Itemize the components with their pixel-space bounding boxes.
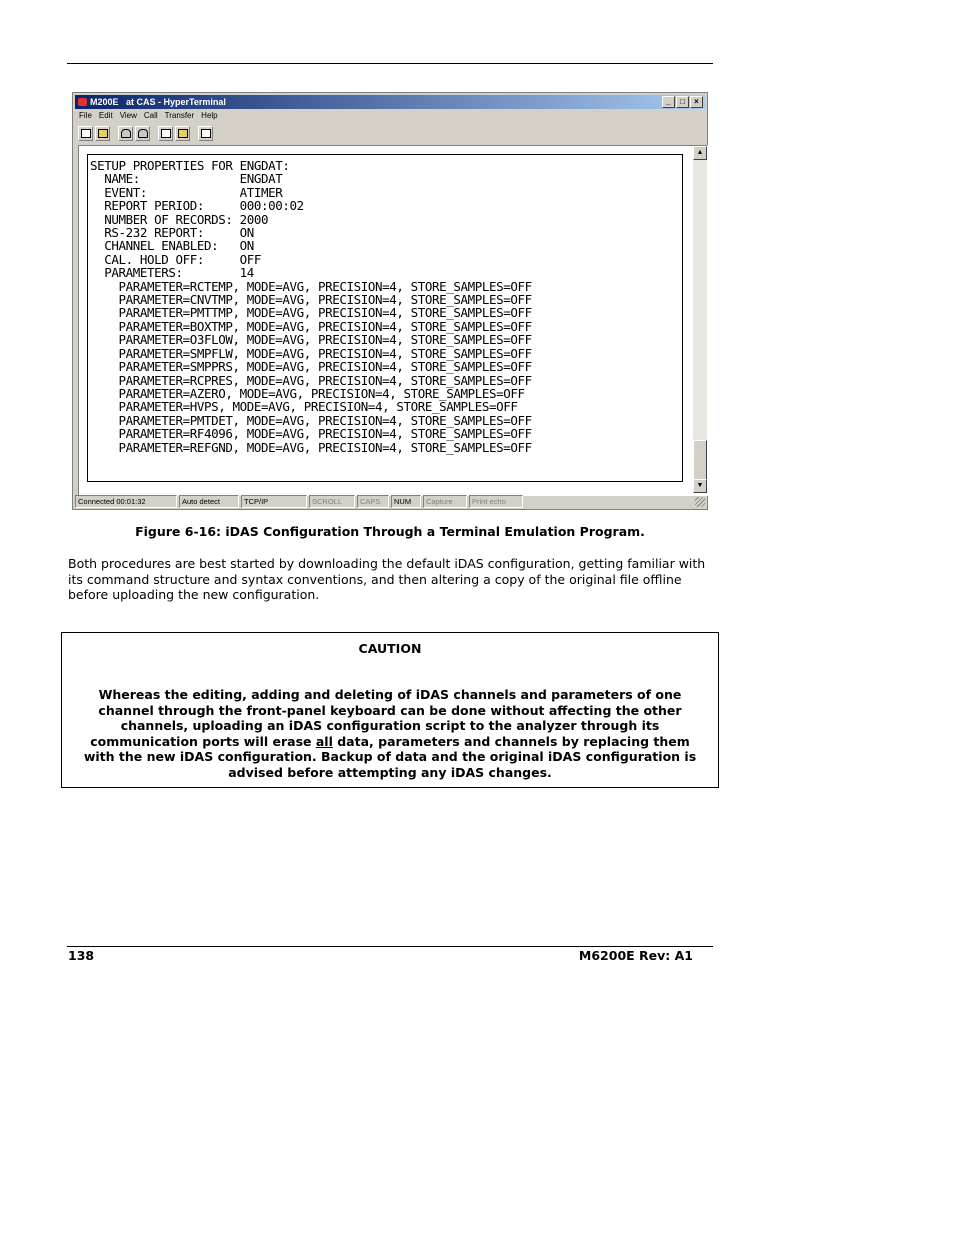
terminal-screen[interactable] <box>87 154 683 482</box>
menu-bar <box>79 110 218 122</box>
status-bar <box>75 495 705 508</box>
footer-rule <box>67 946 713 947</box>
caution-box <box>61 632 719 788</box>
figure-caption: Figure 6-16: iDAS Configuration Through a Terminal Emulation Program. <box>135 524 645 539</box>
status-detect: Auto detect <box>179 495 239 508</box>
hyperterminal-icon <box>78 98 87 106</box>
receive-icon[interactable] <box>175 126 190 141</box>
maximize-icon[interactable]: □ <box>676 96 689 108</box>
new-icon[interactable] <box>78 126 93 141</box>
open-icon[interactable] <box>95 126 110 141</box>
send-icon[interactable] <box>158 126 173 141</box>
terminal-frame <box>78 145 708 496</box>
status-print-echo: Print echo <box>469 495 523 508</box>
hyperterminal-window <box>72 92 708 510</box>
status-scroll: SCROLL <box>309 495 355 508</box>
body-paragraph: Both procedures are best started by downloading the default iDAS configuration, getting familiar with its command structure and syntax conventions, and then altering a copy of the original file offline before uploading the new configuration. <box>68 556 706 603</box>
vertical-scrollbar[interactable] <box>693 146 707 493</box>
caution-text: Whereas the editing, adding and deleting of iDAS channels and parameters of one channel through the front-panel keyboard can be done without affecting the other channels, uploading an iDAS configuration script to the analyzer through its communication ports will erase all data, parameters and channels by replacing them with the new iDAS configuration. Backup of data and the original iDAS configuration is advised before attempting any iDAS changes. <box>83 687 697 780</box>
page-number: 138 <box>68 948 95 963</box>
caution-title: CAUTION <box>358 641 422 656</box>
caution-emphasis: all <box>315 733 333 749</box>
menu-edit[interactable]: Edit <box>98 111 113 120</box>
menu-transfer[interactable]: Transfer <box>164 111 195 120</box>
status-protocol: TCP/IP <box>241 495 307 508</box>
status-caps: CAPS <box>357 495 389 508</box>
status-num: NUM <box>391 495 421 508</box>
revision-label: M6200E Rev: A1 <box>578 948 693 963</box>
menu-file[interactable]: File <box>79 111 92 120</box>
resize-grip-icon[interactable] <box>695 497 705 507</box>
window-title: M200E at CAS - HyperTerminal <box>90 97 226 107</box>
minimize-icon[interactable]: _ <box>662 96 675 108</box>
scroll-up-icon[interactable]: ▲ <box>693 146 707 160</box>
toolbar <box>78 126 213 142</box>
disconnect-icon[interactable] <box>135 126 150 141</box>
menu-view[interactable]: View <box>119 111 137 120</box>
scroll-down-icon[interactable]: ▼ <box>693 479 707 493</box>
menu-help[interactable]: Help <box>201 111 218 120</box>
properties-icon[interactable] <box>198 126 213 141</box>
status-capture: Capture <box>423 495 467 508</box>
phone-icon[interactable] <box>118 126 133 141</box>
title-bar[interactable] <box>75 95 705 109</box>
terminal-output: SETUP PROPERTIES FOR ENGDAT: NAME: ENGDAT EVENT: ATIMER REPORT PERIOD: 000:00:02 NUMBER OF RECORDS: 2000 RS-232 REPORT: ON CHANNEL ENABLED: ON CAL. HOLD OFF: OFF PARAMETERS: 14 PARAMETER=RCTEMP, MODE=AVG, PRECISION=4, STORE_SAMPLES=OFF PARAMETER=CNVTMP, MODE=AVG, PRECISION=4, STORE_SAMPLES=OFF PARAMETER=PMTTMP, MODE=AVG, PRECISION=4, STORE_SAMPLES=OFF PARAMETER=BOXTMP, MODE=AVG, PRECISION=4, STORE_SAMPLES=OFF PARAMETER=O3FLOW, MODE=AVG, PRECISION=4, STORE_SAMPLES=OFF PARAMETER=SMPFLW, MODE=AVG, PRECISION=4, STORE_SAMPLES=OFF PARAMETER=SMPPRS, MODE=AVG, PRECISION=4, STORE_SAMPLES=OFF PARAMETER=RCPRES, MODE=AVG, PRECISION=4, STORE_SAMPLES=OFF PARAMETER=AZERO, MODE=AVG, PRECISION=4, STORE_SAMPLES=OFF PARAMETER=HVPS, MODE=AVG, PRECISION=4, STORE_SAMPLES=OFF PARAMETER=PMTDET, MODE=AVG, PRECISION=4, STORE_SAMPLES=OFF PARAMETER=RF4096, MODE=AVG, PRECISION=4, STORE_SAMPLES=OFF PARAMETER=REFGND, MODE=AVG, PRECISION=4, STORE_SAMPLES=OFF <box>90 158 532 455</box>
status-connected: Connected 00:01:32 <box>75 495 177 508</box>
header-rule <box>67 63 713 64</box>
menu-call[interactable]: Call <box>143 111 158 120</box>
scroll-thumb[interactable] <box>693 440 707 480</box>
close-icon[interactable]: × <box>690 96 703 108</box>
